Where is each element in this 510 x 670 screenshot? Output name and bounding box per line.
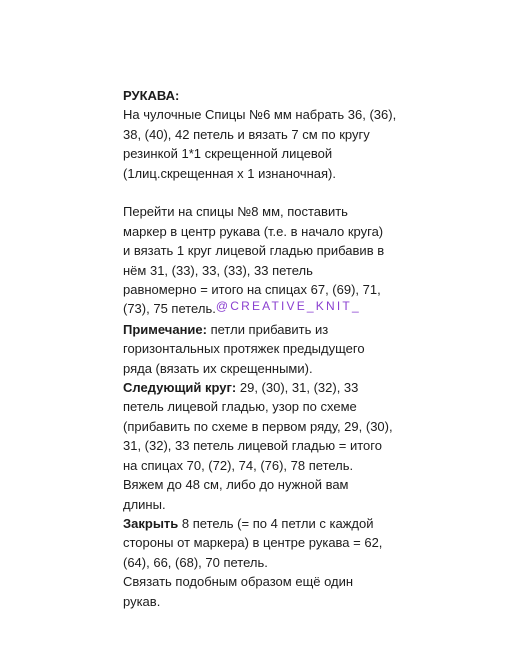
text-fragment: (73), 75 петель.: [123, 301, 216, 317]
text-line: Вяжем до 48 см, либо до нужной вам: [123, 477, 349, 493]
text-line: (64), 66, (68), 70 петель.: [123, 554, 268, 570]
text-line: нём 31, (33), 33, (33), 33 петель: [123, 262, 313, 278]
text-line: Перейти на спицы №8 мм, поставить: [123, 204, 348, 220]
section-heading: РУКАВА:: [123, 88, 180, 103]
paragraph-gap: [123, 183, 423, 202]
text-line: рукав.: [123, 593, 161, 609]
text-line: резинкой 1*1 скрещенной лицевой: [123, 146, 333, 162]
text-line: горизонтальных протяжек предыдущего: [123, 341, 365, 357]
text-line: ряда (вязать их скрещенными).: [123, 360, 313, 376]
text-line-with-watermark: [123, 299, 423, 319]
text-line: маркер в центр рукава (т.е. в начало круга): [123, 223, 384, 239]
text-line: на спицах 70, (72), 74, (76), 78 петель.: [123, 457, 354, 473]
next-round-line: [123, 378, 423, 397]
knitting-instructions: [123, 86, 423, 611]
note-line: [123, 320, 423, 339]
text-line: стороны от маркера) в центре рукава = 62,: [123, 535, 383, 551]
text-fragment: 8 петель (= по 4 петли с каждой: [178, 515, 374, 531]
close-line: [123, 514, 423, 533]
close-label: Закрыть: [123, 515, 179, 531]
text-line: (1лиц.скрещенная х 1 изнаночная).: [123, 165, 337, 181]
text-fragment: петли прибавить из: [206, 321, 329, 337]
text-fragment: 29, (30), 31, (32), 33: [236, 380, 359, 396]
text-line: петель лицевой гладью, узор по схеме: [123, 399, 357, 415]
text-line: 31, (32), 33 петель лицевой гладью = итого: [123, 438, 382, 454]
next-round-label: Следующий круг:: [123, 380, 237, 396]
text-line: Связать подобным образом ещё один: [123, 574, 354, 590]
text-line: длины.: [123, 496, 166, 512]
text-line: На чулочные Спицы №6 мм набрать 36, (36),: [123, 107, 397, 123]
text-line: равномерно = итого на спицах 67, (69), 71,: [123, 282, 381, 298]
text-line: (прибавить по схеме в первом ряду, 29, (30),: [123, 418, 393, 434]
note-label: Примечание:: [123, 321, 207, 337]
text-line: и вязать 1 круг лицевой гладью прибавив в: [123, 243, 385, 259]
text-line: 38, (40), 42 петель и вязать 7 см по кругу: [123, 126, 370, 142]
watermark: @CREATIVE_KNIT_: [215, 299, 361, 314]
